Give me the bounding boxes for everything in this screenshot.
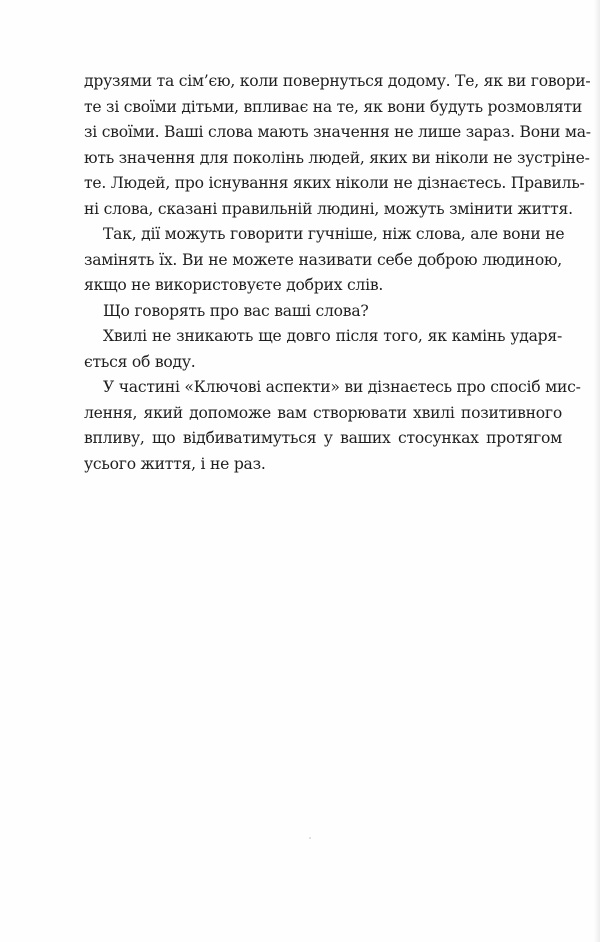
text-line: лення, який допоможе вам створювати хвилі позитивного [84, 403, 562, 422]
text-line: ні слова, сказані правильній людині, можуть змінити життя. [84, 199, 573, 218]
paragraph-2 [84, 222, 565, 299]
text-line: ють значення для поколінь людей, яких ви ніколи не зустріне- [84, 148, 590, 167]
paragraph-4 [84, 324, 562, 375]
paragraph-3 [84, 299, 562, 325]
text-line: зі своїми. Ваші слова мають значення не лише зараз. Вони ма- [84, 123, 591, 141]
page-edge-shadow [594, 0, 600, 942]
paper-speck [309, 837, 311, 839]
text-line: Що говорять про вас ваші слова? [103, 301, 369, 320]
paragraph-1 [84, 69, 591, 222]
text-line: друзями та сім’єю, коли повернуться додому. Те, як ви говори- [84, 72, 591, 90]
paragraph-5 [84, 375, 581, 477]
text-line: Хвилі не зникають ще довго після того, як камінь ударя- [103, 327, 562, 345]
text-line: замінять їх. Ви не можете називати себе доброю людиною, [84, 250, 562, 269]
text-line: те зі своїми дітьми, впливає на те, як вони будуть розмовляти [84, 97, 582, 116]
body-text [84, 69, 591, 477]
text-line: У частині «Ключові аспекти» ви дізнаєтесь про спосіб мис- [103, 378, 581, 396]
text-line: усього життя, і не раз. [84, 454, 266, 473]
text-line: впливу, що відбиватимуться у ваших стосунках протягом [84, 429, 562, 447]
text-line: те. Людей, про існування яких ніколи не дізнаєтесь. Правиль- [84, 174, 585, 192]
text-line: якщо не використовуєте добрих слів. [84, 276, 384, 294]
text-line: ється об воду. [84, 352, 196, 371]
text-line: Так, дії можуть говорити гучніше, ніж слова, але вони не [103, 225, 565, 243]
